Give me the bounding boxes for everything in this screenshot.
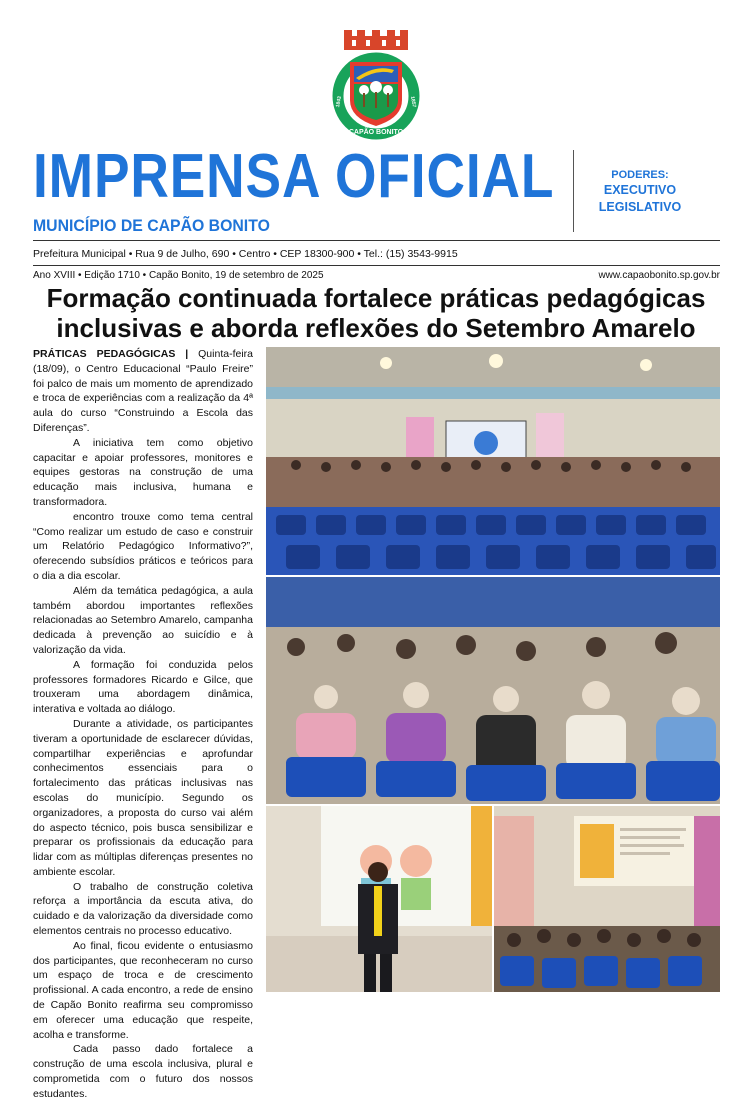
paragraph-1-text: Quinta-feira (18/09), o Centro Educacional “Paulo Freire” foi palco de mais um momento de aprendizado e troca de experiências com a realização da 4ª aula do curso “Construindo a Escola das Diferenças”.: [33, 348, 253, 434]
crest-year-right: 1857: [409, 95, 417, 108]
address-line: Prefeitura Municipal • Rua 9 de Julho, 690 • Centro • CEP 18300-900 • Tel.: (15) 3543-9915: [33, 248, 458, 260]
power-legislativo: LEGISLATIVO: [598, 200, 682, 214]
paragraph-8: Ao final, ficou evidente o entusiasmo dos participantes, que reconheceram no curso um espaço de troca e de crescimento profissional. A cada encontro, a rede de ensino de Capão Bonito reafirma seu compromisso em oferecer uma educação que respeite, acolha e transforme.: [33, 939, 253, 1041]
photo-auditorium-group: [266, 347, 720, 575]
photo-screen-audience: [494, 806, 720, 992]
paragraph-5: A formação foi conduzida pelos professores formadores Ricardo e Gilce, que trouxeram uma abordagem dinâmica, interativa e voltada ao diálogo.: [33, 658, 253, 716]
crest-year-left: 1843: [335, 95, 343, 108]
powers-box: [584, 168, 696, 216]
edition-line: Ano XVIII • Edição 1710 • Capão Bonito, 19 de setembro de 2025: [33, 270, 324, 281]
paragraph-6: Durante a atividade, os participantes tiveram a oportunidade de esclarecer dúvidas, compartilhar experiências e aprofundar conhecimentos essenciais para o fortalecimento das práticas inclusivas nas escolas do município. Segundo os organizadores, a proposta do curso vai além do aspecto técnico, pois busca sensibilizar e preparar os profissionais da educação para lidar com as múltiplas diferenças presentes no ambiente escolar.: [33, 717, 253, 878]
paragraph-9: Cada passo dado fortalece a construção de uma escola inclusiva, plural e comprometida com o futuro dos nossos estudantes.: [33, 1043, 253, 1100]
photo-speaker-presenting: [266, 806, 492, 992]
rule-bottom: [33, 265, 720, 266]
masthead-subtitle: MUNICÍPIO DE CAPÃO BONITO: [33, 216, 270, 235]
article-headline: Formação continuada fortalece práticas pedagógicas inclusivas e aborda reflexões do Setembro Amarelo: [46, 283, 706, 343]
paragraph-3: encontro trouxe como tema central “Como realizar um estudo de caso e construir um Relatório Pedagógico Informativo?”, oferecendo subsídios práticos e teóricos para o dia a dia escolar.: [33, 510, 253, 582]
city-crest-logo: [326, 30, 426, 142]
powers-label: PODERES:: [611, 169, 669, 181]
paragraph-7: O trabalho de construção coletiva reforça a importância da escuta ativa, do cuidado e da valorização da diversidade como elementos centrais no processo educativo.: [33, 880, 253, 938]
website-link[interactable]: www.capaobonito.sp.gov.br: [598, 270, 720, 281]
power-executivo: EXECUTIVO: [603, 183, 677, 197]
paragraph-1: [33, 347, 253, 436]
crest-text: CAPÃO BONITO: [348, 129, 404, 136]
paragraph-2: A iniciativa tem como objetivo capacitar e apoiar professores, monitores e equipes gestoras na construção de uma educação mais inclusiva, humana e transformadora.: [33, 436, 253, 508]
kicker: PRÁTICAS PEDAGÓGICAS |: [33, 348, 189, 360]
rule-top: [33, 240, 720, 241]
masthead-divider: [573, 150, 574, 232]
photo-seated-participants: [266, 577, 720, 804]
article-body: [33, 347, 253, 1102]
paragraph-4: Além da temática pedagógica, a aula também abordou importantes reflexões relacionadas ao Setembro Amarelo, campanha dedicada à prevenção ao suicídio e à valorização da vida.: [33, 584, 253, 656]
masthead-title: IMPRENSA OFICIAL: [33, 142, 555, 211]
